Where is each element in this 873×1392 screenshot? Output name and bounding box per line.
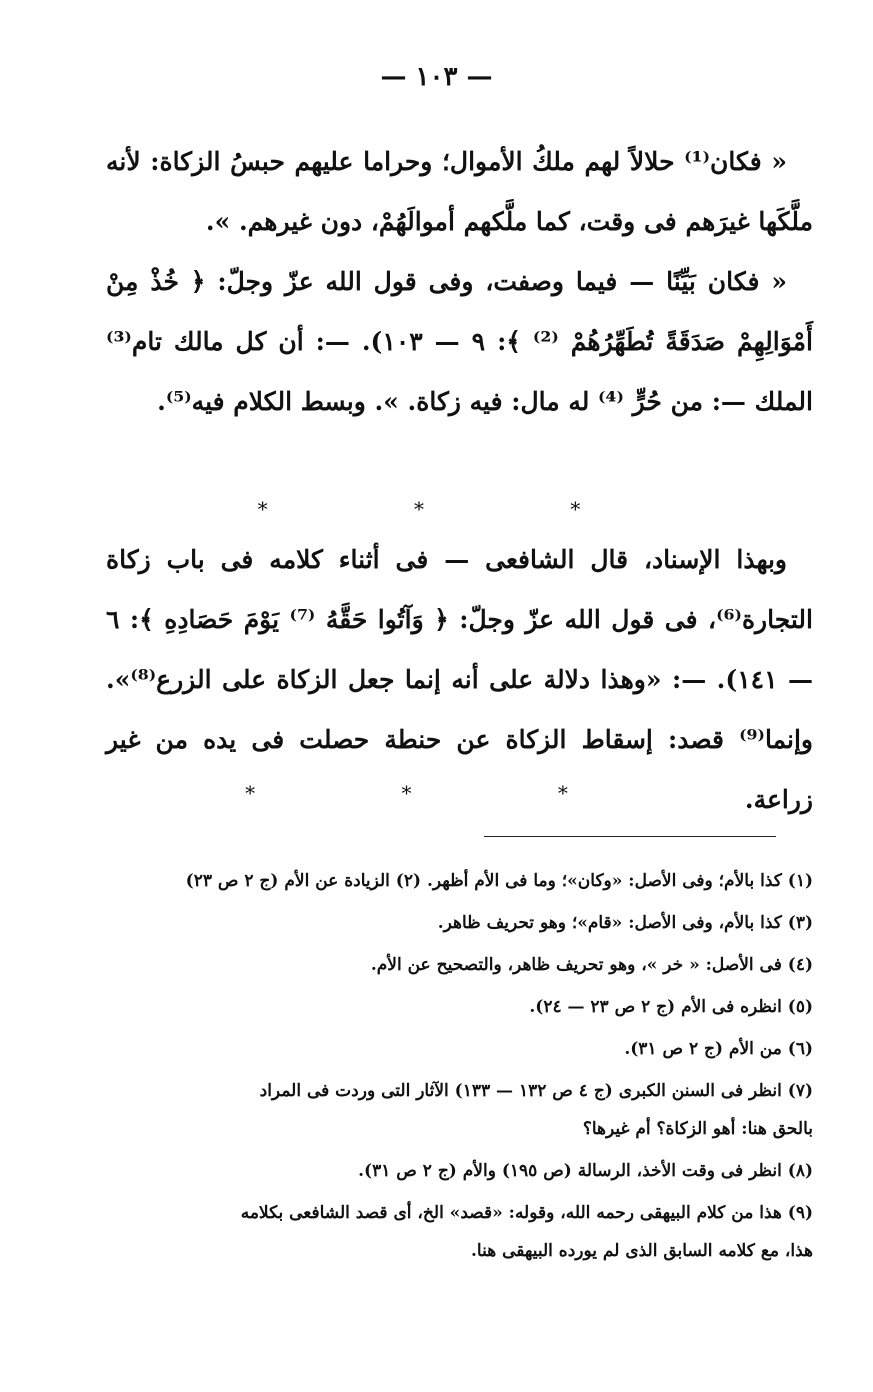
footnote: (٨) انظر فى وقت الأخذ، الرسالة (ص ١٩٥) والأم (ج ٢ ص ٣١).: [358, 1161, 813, 1181]
footnote: (٧) انظر فى السنن الكبرى (ج ٤ ص ١٣٢ — ١٣٣) الآثار التى وردت فى المراد: [259, 1081, 813, 1101]
section-separator: * * *: [257, 497, 651, 521]
paragraph: وبهذا الإسناد، قال الشافعى — فى أثناء كلامه فى باب زكاة التجارة⁽⁶⁾، فى قول الله عزّ وجلّ: ﴿ وَآتُوا حَقَّهُ ⁽⁷⁾ يَوْمَ حَصَادِهِ ﴾: ٦ — ١٤١). —: «وهذا دلالة على أنه إنما جعل الزكاة على الزرع⁽⁸⁾». وإنما⁽⁹⁾ قصد: إسقاط الزكاة عن حنطة حصلت فى يده من غير زراعة.: [106, 545, 813, 814]
footnote: (٩) هذا من كلام البيهقى رحمه الله، وقوله: «قصد» الخ، أى قصد الشافعى بكلامه: [240, 1203, 813, 1223]
footnote: (٦) من الأم (ج ٢ ص ٣١).: [624, 1039, 813, 1059]
footnotes: [100, 860, 813, 1272]
footnote-divider: [484, 836, 776, 837]
footnote-continuation: بالحق هنا: أهو الزكاة؟ أم غيرها؟: [582, 1119, 813, 1139]
footnote: (٣) كذا بالأم، وفى الأصل: «قام»؛ وهو تحريف ظاهر.: [437, 913, 813, 933]
page-number: — ١٠٣ —: [380, 62, 493, 92]
footnote: (١) كذا بالأم؛ وفى الأصل: «وكان»؛ وما فى الأم أظهر. (٢) الزيادة عن الأم (ج ٢ ص ٢٣): [185, 871, 813, 891]
footnote: (٤) فى الأصل: « خر »، وهو تحريف ظاهر، والتصحيح عن الأم.: [370, 955, 813, 975]
footnote: (٥) انظره فى الأم (ج ٢ ص ٢٣ — ٢٤).: [529, 997, 813, 1017]
footnote-continuation: هذا، مع كلامه السابق الذى لم يورده البيهقى هنا.: [470, 1241, 813, 1261]
paragraph: « فكان بَيِّنًا — فيما وصفت، وفى قول الله عزّ وجلّ: ﴿ خُذْ مِنْ أَمْوَالِهِمْ صَدَقَةً تُطَهِّرُهُمْ ⁽²⁾ ﴾: ٩ — ١٠٣). —: أن كل مالك تام⁽³⁾ الملك —: من حُرٍّ ⁽⁴⁾ له مال: فيه زكاة. ». وبسط الكلام فيه⁽⁵⁾.: [106, 267, 813, 416]
main-text-block-1: [106, 132, 813, 432]
paragraph: « فكان⁽¹⁾ حلالاً لهم ملكُ الأموال؛ وحراما عليهم حبسُ الزكاة: لأنه ملَّكَها غيرَهم فى وقت، كما ملَّكهم أموالَهُمْ، دون غيرهم. ».: [106, 147, 813, 236]
section-separator: * * *: [245, 781, 638, 805]
